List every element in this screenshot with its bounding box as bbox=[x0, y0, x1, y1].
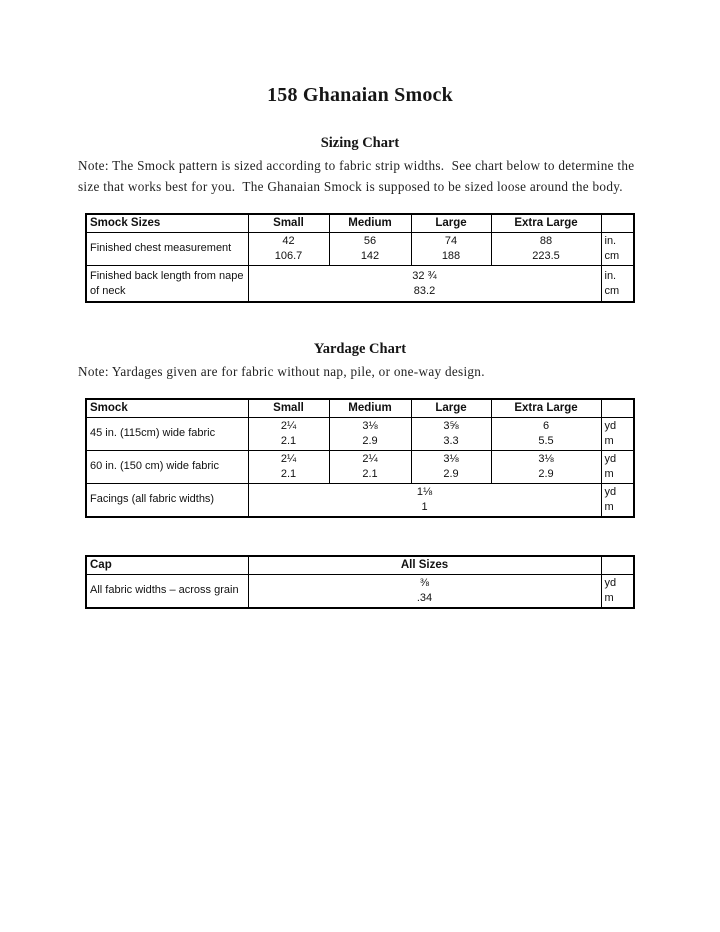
yardage-note: Note: Yardages given are for fabric without nap, pile, or one-way design. bbox=[78, 364, 485, 380]
sizing-header-small: Small bbox=[248, 214, 329, 233]
sizing-header-extra-large: Extra Large bbox=[491, 214, 601, 233]
yardage-header-large: Large bbox=[411, 399, 491, 418]
fabric-45in-medium-cell: 3⅛ 2.9 bbox=[329, 417, 411, 450]
facings-unit-cell: yd m bbox=[601, 483, 634, 517]
fabric-60in-extra-large-cell: 3⅛ 2.9 bbox=[491, 450, 601, 483]
cap-unit-cell: yd m bbox=[601, 574, 634, 608]
yardage-table-header-row bbox=[86, 399, 634, 418]
back-length-row bbox=[86, 265, 634, 302]
cap-table-header-row bbox=[86, 556, 634, 575]
chest-measurement-row bbox=[86, 232, 634, 265]
sizing-chart-heading: Sizing Chart bbox=[320, 135, 400, 151]
fabric-60in-label: 60 in. (150 cm) wide fabric bbox=[86, 450, 248, 483]
cap-header-unit-blank bbox=[601, 556, 634, 575]
yardage-chart-heading: Yardage Chart bbox=[313, 341, 407, 358]
facings-value-cell: 1⅛ 1 bbox=[248, 483, 601, 517]
yardage-table bbox=[85, 398, 635, 518]
fabric-60in-unit-cell: yd m bbox=[601, 450, 634, 483]
fabric-45in-small-cell: 2¼ 2.1 bbox=[248, 417, 329, 450]
chest-medium-cell: 56 142 bbox=[329, 232, 411, 265]
back-length-label: Finished back length from nape of neck bbox=[86, 265, 248, 302]
fabric-45in-unit-cell: yd m bbox=[601, 417, 634, 450]
cap-value-cell: ⅜ .34 bbox=[248, 574, 601, 608]
sizing-header-large: Large bbox=[411, 214, 491, 233]
cap-table bbox=[85, 555, 635, 609]
cap-header-all-sizes: All Sizes bbox=[248, 556, 601, 575]
chest-unit-cell: in. cm bbox=[601, 232, 634, 265]
cap-fabric-label: All fabric widths – across grain bbox=[86, 574, 248, 608]
yardage-header-small: Small bbox=[248, 399, 329, 418]
yardage-header-medium: Medium bbox=[329, 399, 411, 418]
sizing-table bbox=[85, 213, 635, 304]
sizing-header-unit-blank bbox=[601, 214, 634, 233]
cap-header-cap: Cap bbox=[86, 556, 248, 575]
fabric-60in-row bbox=[86, 450, 634, 483]
sizing-table-header-row bbox=[86, 214, 634, 233]
sizing-header-smock-sizes: Smock Sizes bbox=[86, 214, 248, 233]
yardage-header-smock: Smock bbox=[86, 399, 248, 418]
sizing-header-medium: Medium bbox=[329, 214, 411, 233]
fabric-45in-label: 45 in. (115cm) wide fabric bbox=[86, 417, 248, 450]
fabric-60in-large-cell: 3⅛ 2.9 bbox=[411, 450, 491, 483]
chest-extra-large-cell: 88 223.5 bbox=[491, 232, 601, 265]
chest-small-cell: 42 106.7 bbox=[248, 232, 329, 265]
back-length-value-cell: 32 ¾ 83.2 bbox=[248, 265, 601, 302]
back-length-unit-cell: in. cm bbox=[601, 265, 634, 302]
yardage-header-unit-blank bbox=[601, 399, 634, 418]
facings-row bbox=[86, 483, 634, 517]
yardage-header-extra-large: Extra Large bbox=[491, 399, 601, 418]
sizing-note: Note: The Smock pattern is sized according to fabric strip widths. See chart below to determine the size that works best for you. The Ghanaian Smock is supposed to be sized loose around the body. bbox=[78, 158, 638, 195]
fabric-45in-extra-large-cell: 6 5.5 bbox=[491, 417, 601, 450]
chest-row-label: Finished chest measurement bbox=[86, 232, 248, 265]
page-title: 158 Ghanaian Smock bbox=[267, 84, 453, 106]
fabric-60in-small-cell: 2¼ 2.1 bbox=[248, 450, 329, 483]
fabric-45in-large-cell: 3⅝ 3.3 bbox=[411, 417, 491, 450]
chest-large-cell: 74 188 bbox=[411, 232, 491, 265]
cap-fabric-row bbox=[86, 574, 634, 608]
fabric-60in-medium-cell: 2¼ 2.1 bbox=[329, 450, 411, 483]
fabric-45in-row bbox=[86, 417, 634, 450]
facings-label: Facings (all fabric widths) bbox=[86, 483, 248, 517]
